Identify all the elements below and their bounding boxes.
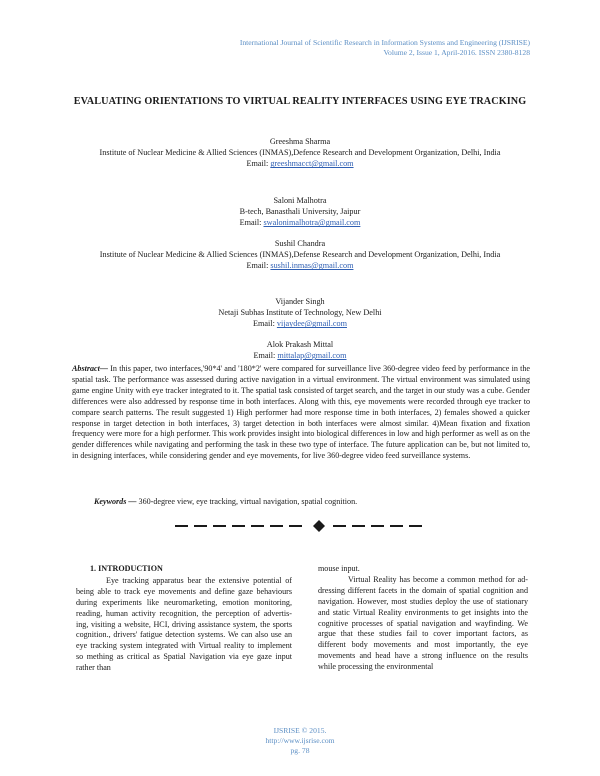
email-label: Email:	[253, 351, 276, 361]
author-affiliation: B-tech, Banasthali University, Jaipur	[239, 207, 361, 217]
email-label: Email:	[246, 159, 269, 169]
author-name: Greeshma Sharma	[269, 137, 331, 146]
author-affiliation: Institute of Nuclear Medicine & Allied Sciences (INMAS),Defence Research and Development Organization, Delhi, India	[99, 148, 501, 158]
author-name: Alok Prakash Mittal	[266, 340, 334, 349]
section-heading-introduction: 1. INTRODUCTION	[90, 564, 163, 573]
author-affiliation: Institute of Nuclear Medicine & Allied Sciences (INMAS),Defense Research and Development Organization, Delhi, India	[99, 250, 501, 260]
author-block-4	[60, 296, 540, 330]
journal-header	[240, 38, 530, 58]
email-label: Email:	[253, 319, 275, 329]
journal-volume: Volume 2, Issue 1, April-2016. ISSN 2380-8128	[383, 48, 530, 57]
abstract-text: In this paper, two interfaces,'90*4' and '180*2' were compared for surveillance live 360-degree video feed by performance in the spatial task. The performance was assessed during active navigation in a virtual environment. The virtual environment was simulated using game engine Unity with eye tracker integrated to it. The spatial task consisted of target search, and the target in our study was a cube. Gender differences were also addressed by response time in both interfaces. Along with this, eye movements were recorded through eye tracker to compare search patterns. The result suggested 1) High performer had more response time in both interfaces, 2) females showed a quicker response in target detection in both interfaces, 3) target detection in both interfaces were almost similar. 4)Mean fixation and fixation frequency were more for a high performer. This work provides insight into biological differences in low and high performer as well as on the gender differences while navigating and performing the task in these two type of interface. The future application can be, but not limited to, in designing interfaces, while considering gender and eye movements, for live 360-degree video feed surveillance systems.	[72, 364, 530, 461]
author-block-5	[60, 339, 540, 361]
section-separator	[175, 516, 425, 536]
author-email-link[interactable]: greeshmacct@gmail.com	[270, 159, 354, 169]
author-email-link[interactable]: swalonimalhotra@gmail.com	[263, 218, 361, 228]
intro-continuation: mouse input.	[318, 564, 360, 573]
footer-url[interactable]: http://www.ijsrise.com	[265, 736, 335, 745]
author-affiliation: Netaji Subhas Institute of Technology, New Delhi	[218, 308, 382, 318]
keywords-label: Keywords —	[94, 497, 137, 506]
journal-name: International Journal of Scientific Research in Information Systems and Engineering (IJSRISE)	[239, 38, 530, 47]
author-block-2	[60, 195, 540, 229]
author-email-link[interactable]: vijaydee@gmail.com	[276, 319, 347, 329]
footer-copyright: IJSRISE © 2015.	[273, 726, 327, 735]
page-footer	[0, 726, 600, 756]
intro-paragraph-2: Virtual Reality has become a common method for ad-dressing different facets in the domain of spatial cognition and navigation. However, most studies deploy the use of stationary and static Virtual Reality environments to get insights into the cognitive processes of spatial navigation and wayfinding. We argue that these studies fail to cover important factors, as different body movements and most importantly, the eye movements and head have a strong influence on the results while processing the environmental	[318, 574, 528, 672]
author-name: Vijander Singh	[275, 297, 325, 306]
author-email-link[interactable]: sushil.inmas@gmail.com	[270, 261, 354, 271]
email-label: Email:	[239, 218, 262, 228]
keywords-text: 360-degree view, eye tracking, virtual navigation, spatial cognition.	[136, 497, 358, 506]
author-name: Sushil Chandra	[274, 239, 326, 248]
author-block-3	[60, 238, 540, 272]
keywords	[94, 496, 357, 507]
author-name: Saloni Malhotra	[273, 196, 327, 205]
author-block-1	[60, 136, 540, 170]
author-email-link[interactable]: mittalap@gmail.com	[277, 351, 347, 361]
intro-paragraph-1: Eye tracking apparatus bear the extensive potential of being able to track eye movements and define gaze behaviours during experiments like neuromarketing, emotion monitoring, reading, human activity recognition, the perception of advertis-ing, visiting a website, HCI, driving assistance system, the sports cognition., drivers' fatigue detection systems. We can also use an eye tracking system integrated with Virtual reality to implement so mething as critical as Spatial Navigation via eye gaze input rather than	[76, 575, 292, 673]
abstract	[72, 364, 530, 462]
intro-right-column	[318, 564, 528, 673]
page-number: pg. 78	[290, 746, 310, 755]
paper-title: EVALUATING ORIENTATIONS TO VIRTUAL REALITY INTERFACES USING EYE TRACKING	[73, 96, 527, 107]
email-label: Email:	[246, 261, 269, 271]
diamond-icon	[313, 520, 325, 532]
intro-left-column	[76, 564, 292, 674]
abstract-label: Abstract—	[72, 364, 108, 373]
